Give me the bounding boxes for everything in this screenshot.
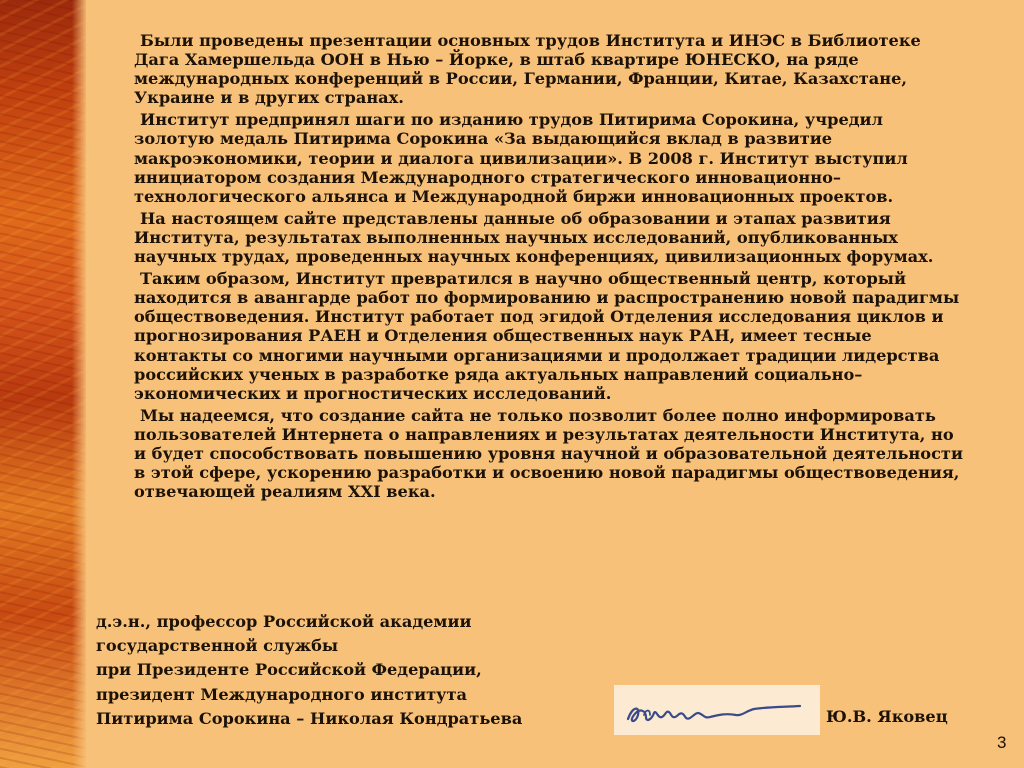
decorative-left-band <box>0 0 86 768</box>
slide-body-text <box>134 31 964 504</box>
credential-line: д.э.н., профессор Российской академии <box>96 612 472 631</box>
credential-line: президент Международного института <box>96 684 468 704</box>
paragraph-sorokin-works: Институт предпринял шаги по изданию трудов Питирима Сорокина, учредил золотую медаль Питирима Сорокина «За выдающийся вклад в развитие макроэкономики, теории и диалога цивилизации». В 2008 г. Институт выступил инициатором создания Международного стратегического инновационно–технологического альянса и Международной биржи инновационных проектов. <box>134 110 908 206</box>
slide-number: 3 <box>997 733 1007 752</box>
author-name: Ю.В. Яковец <box>826 707 948 726</box>
handwritten-signature <box>614 685 820 735</box>
paragraph-site-data: На настоящем сайте представлены данные об образовании и этапах развития Института, результатах выполненных научных исследований, опубликованных научных трудах, проведенных научных конференциях, цивилизационных форумах. <box>134 208 934 267</box>
credential-line: государственной службы <box>96 636 339 656</box>
author-credentials <box>96 610 522 731</box>
signature-scribble <box>614 685 820 735</box>
credential-line: при Президенте Российской Федерации, <box>96 660 482 680</box>
paragraph-hope: Мы надеемся, что создание сайта не только позволит более полно информировать пользователей Интернета о направлениях и результатах деятельности Института, но и будет способствовать повышению уровня научной и образовательной деятельности в этой сфере, ускорению разработки и освоению новой парадигмы обществоведения, отвечающей реалиям XXI века. <box>134 405 963 502</box>
paragraph-presentations: Были проведены презентации основных трудов Института и ИНЭС в Библиотеке Дага Хамершельда ООН в Нью – Йорке, в штаб квартире ЮНЕСКО, на ряде международных конференций в России, Германии, Франции, Китае, Казахстане, Украине и в других странах. <box>134 31 921 108</box>
paragraph-institute-center: Таким образом, Институт превратился в научно общественный центр, который находится в авангарде работ по формированию и распространению новой парадигмы обществоведения. Институт работает под эгидой Отделения исследования циклов и прогнозирования РАЕН и Отделения общественных наук РАН, имеет тесные контакты со многими научными организациями и продолжает традиции лидерства российских ученых в разработке ряда актуальных направлений социально–экономических и прогностических исследований. <box>134 269 960 403</box>
credential-line: Питирима Сорокина – Николая Кондратьева <box>96 708 523 728</box>
